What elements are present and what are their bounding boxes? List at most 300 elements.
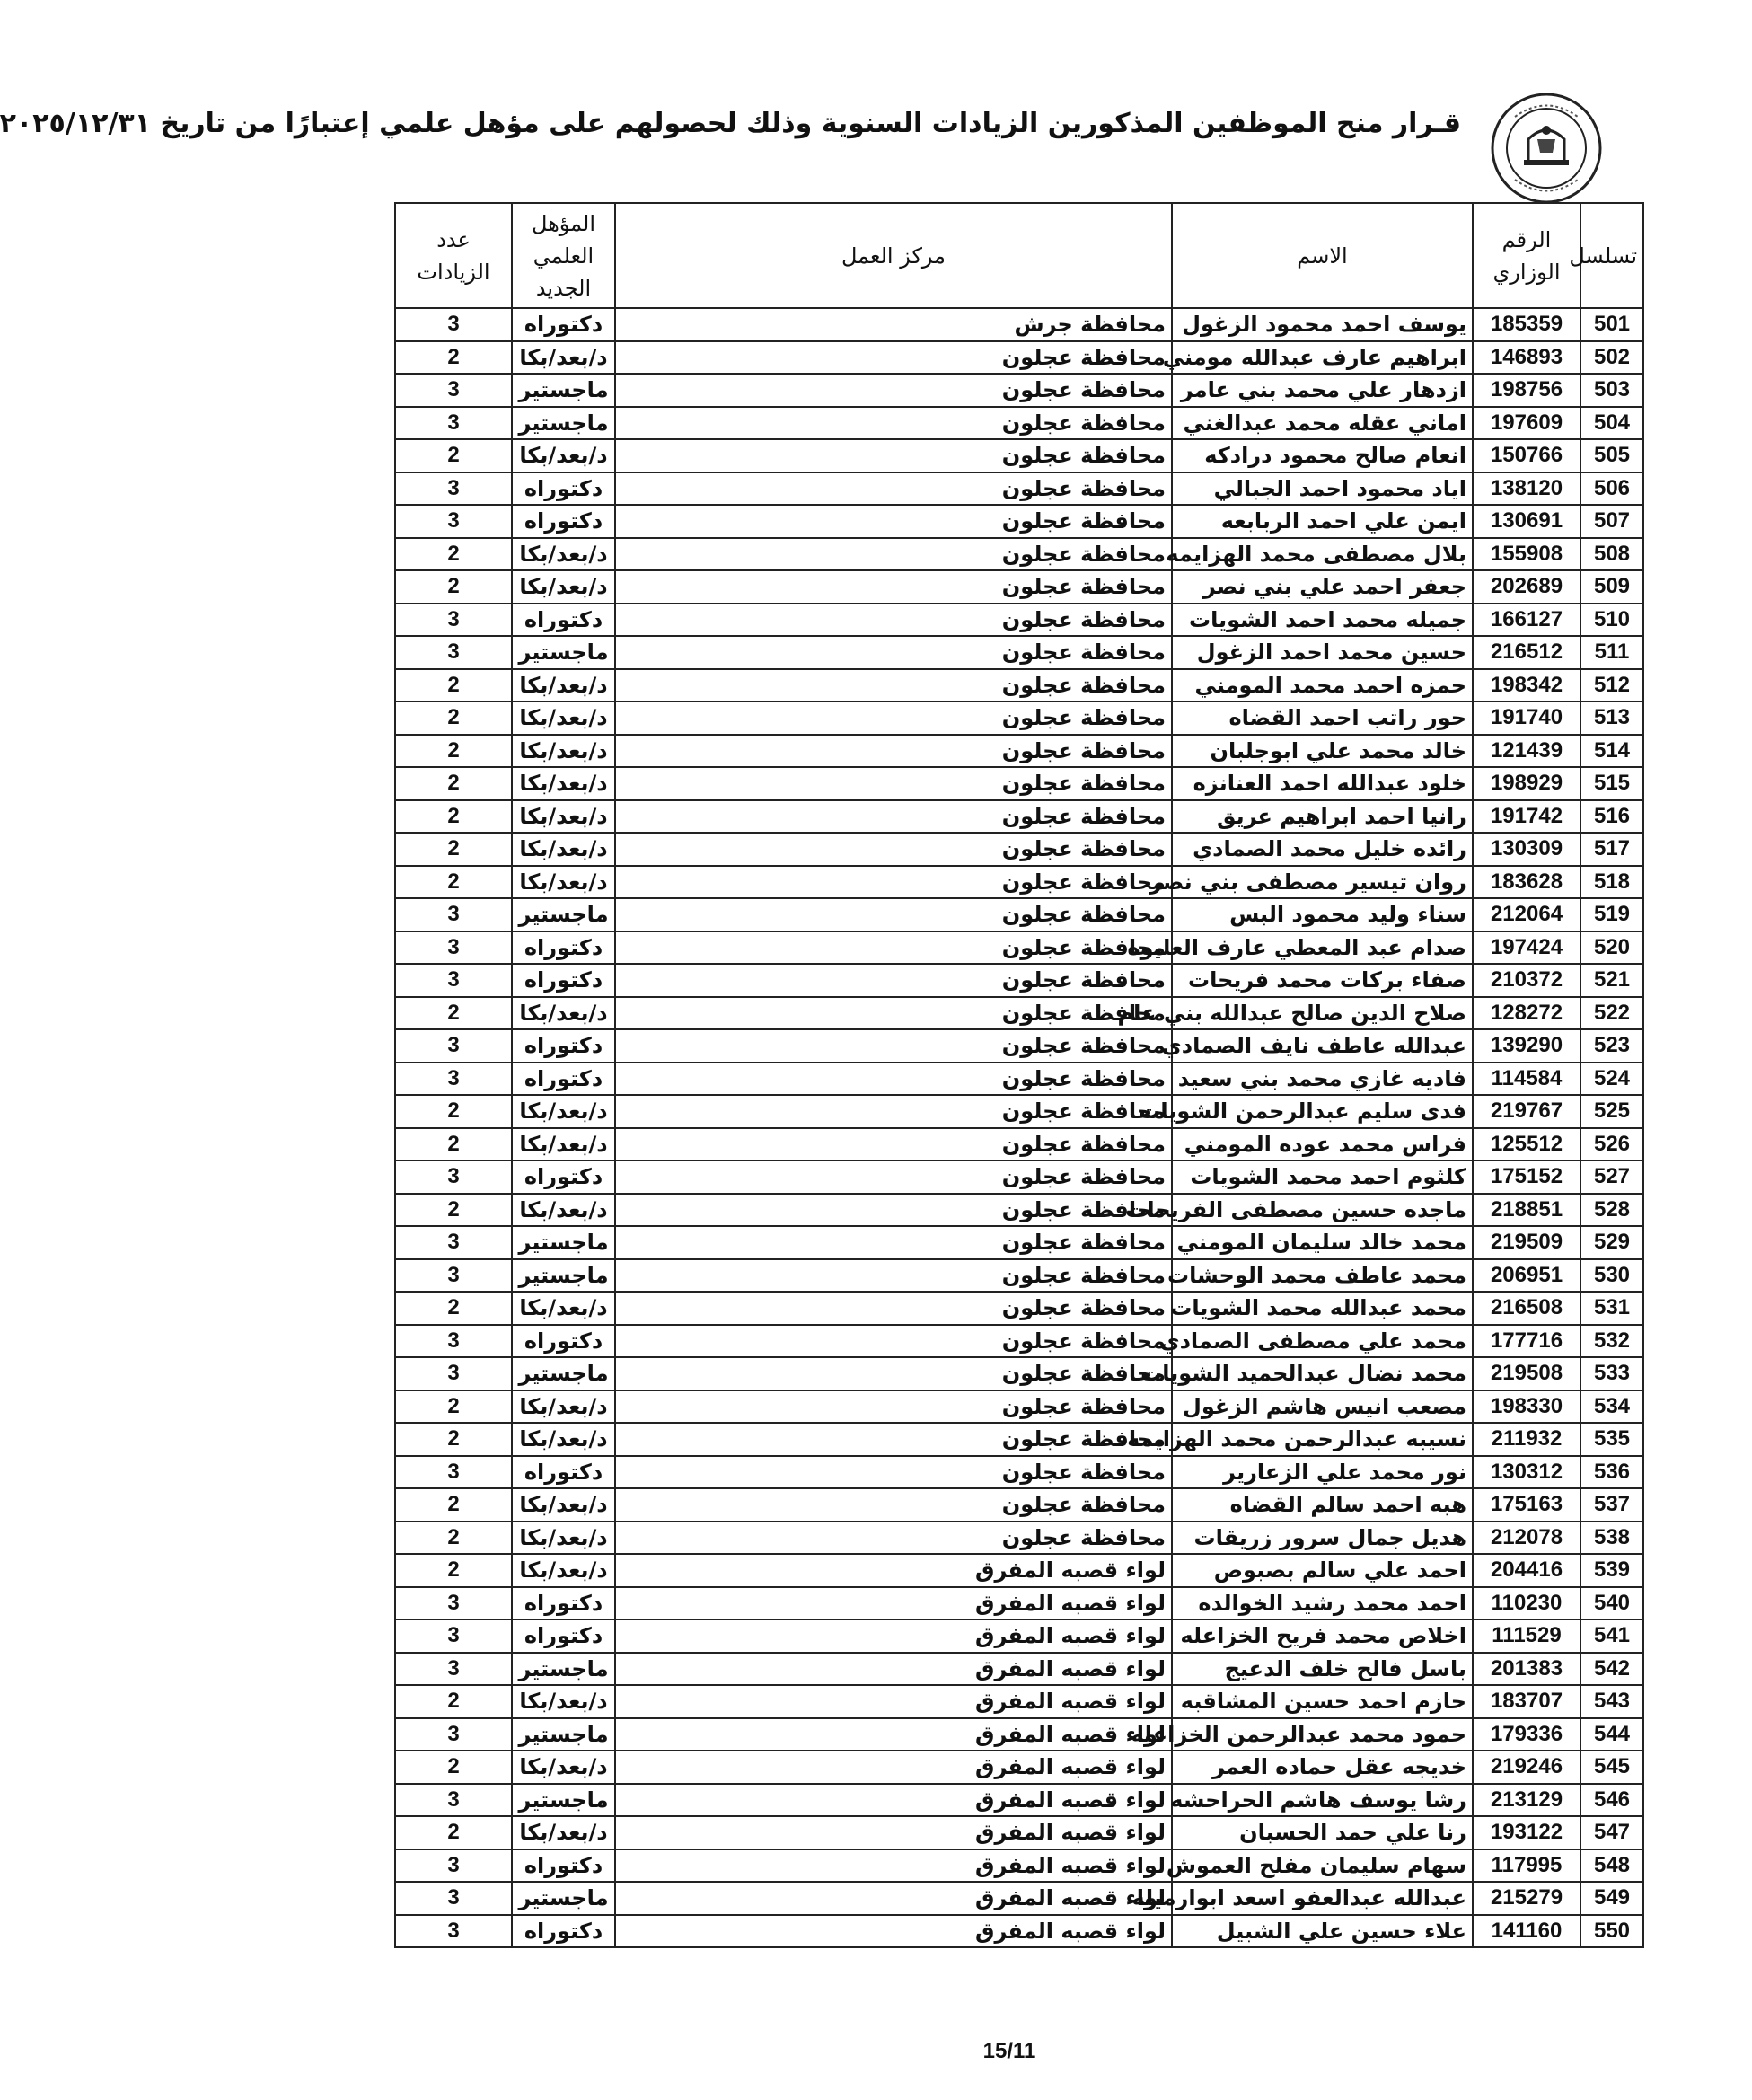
cell-ministry-number: 219509 [1473, 1226, 1580, 1259]
cell-serial: 511 [1580, 636, 1643, 669]
cell-work-center: محافظة عجلون [615, 374, 1172, 407]
cell-serial: 527 [1580, 1160, 1643, 1194]
cell-work-center: محافظة عجلون [615, 931, 1172, 965]
cell-serial: 532 [1580, 1325, 1643, 1358]
header-increments: عدد الزيادات [395, 203, 512, 308]
cell-ministry-number: 175163 [1473, 1488, 1580, 1522]
cell-serial: 507 [1580, 505, 1643, 538]
cell-qualification: ماجستير [512, 636, 615, 669]
cell-work-center: محافظة عجلون [615, 1522, 1172, 1555]
cell-work-center: محافظة عجلون [615, 1357, 1172, 1390]
cell-name: جميله محمد احمد الشويات [1172, 604, 1473, 637]
cell-ministry-number: 166127 [1473, 604, 1580, 637]
cell-serial: 516 [1580, 800, 1643, 834]
cell-ministry-number: 211932 [1473, 1423, 1580, 1456]
table-row [395, 833, 1643, 866]
cell-serial: 540 [1580, 1587, 1643, 1620]
cell-name: كلثوم احمد محمد الشويات [1172, 1160, 1473, 1194]
cell-ministry-number: 197424 [1473, 931, 1580, 965]
cell-work-center: محافظة عجلون [615, 1292, 1172, 1325]
cell-name: نور محمد علي الزعارير [1172, 1456, 1473, 1489]
cell-work-center: محافظة عجلون [615, 472, 1172, 506]
cell-ministry-number: 130312 [1473, 1456, 1580, 1489]
cell-increments: 3 [395, 1718, 512, 1751]
cell-name: محمد علي مصطفى الصمادي [1172, 1325, 1473, 1358]
cell-qualification: ماجستير [512, 374, 615, 407]
cell-name: حسين محمد احمد الزغول [1172, 636, 1473, 669]
cell-qualification: د/بعد/بكا [512, 701, 615, 735]
cell-work-center: محافظة عجلون [615, 1063, 1172, 1096]
cell-ministry-number: 213129 [1473, 1784, 1580, 1817]
cell-qualification: د/بعد/بكا [512, 538, 615, 571]
table-row [395, 1619, 1643, 1653]
cell-qualification: دكتوراه [512, 505, 615, 538]
cell-increments: 2 [395, 570, 512, 604]
cell-work-center: لواء قصبه المفرق [615, 1554, 1172, 1587]
cell-work-center: لواء قصبه المفرق [615, 1849, 1172, 1883]
cell-serial: 536 [1580, 1456, 1643, 1489]
cell-serial: 505 [1580, 439, 1643, 472]
cell-ministry-number: 138120 [1473, 472, 1580, 506]
table-header-row [395, 203, 1643, 308]
table-row [395, 1095, 1643, 1128]
cell-qualification: ماجستير [512, 1784, 615, 1817]
cell-serial: 522 [1580, 997, 1643, 1030]
cell-increments: 3 [395, 1226, 512, 1259]
cell-ministry-number: 177716 [1473, 1325, 1580, 1358]
cell-name: سناء وليد محمود البس [1172, 898, 1473, 931]
cell-serial: 519 [1580, 898, 1643, 931]
cell-qualification: د/بعد/بكا [512, 1488, 615, 1522]
cell-increments: 2 [395, 669, 512, 702]
cell-name: احمد محمد رشيد الخوالده [1172, 1587, 1473, 1620]
cell-work-center: لواء قصبه المفرق [615, 1653, 1172, 1686]
table-row [395, 1915, 1643, 1948]
cell-serial: 528 [1580, 1194, 1643, 1227]
cell-work-center: لواء قصبه المفرق [615, 1718, 1172, 1751]
cell-name: رنا علي حمد الحسبان [1172, 1816, 1473, 1849]
cell-name: حمزه احمد محمد المومني [1172, 669, 1473, 702]
table-row [395, 1522, 1643, 1555]
cell-qualification: دكتوراه [512, 1325, 615, 1358]
cell-increments: 2 [395, 735, 512, 768]
cell-ministry-number: 141160 [1473, 1915, 1580, 1948]
table-row [395, 898, 1643, 931]
table-row [395, 439, 1643, 472]
cell-name: صفاء بركات محمد فريحات [1172, 964, 1473, 997]
cell-serial: 538 [1580, 1522, 1643, 1555]
cell-increments: 3 [395, 1619, 512, 1653]
cell-qualification: د/بعد/بكا [512, 439, 615, 472]
cell-ministry-number: 210372 [1473, 964, 1580, 997]
cell-ministry-number: 110230 [1473, 1587, 1580, 1620]
table-row [395, 1063, 1643, 1096]
cell-name: يوسف احمد محمود الزغول [1172, 308, 1473, 341]
cell-work-center: محافظة عجلون [615, 701, 1172, 735]
cell-ministry-number: 201383 [1473, 1653, 1580, 1686]
cell-ministry-number: 183707 [1473, 1685, 1580, 1718]
cell-name: رانيا احمد ابراهيم عريق [1172, 800, 1473, 834]
table-row [395, 505, 1643, 538]
employees-table [394, 202, 1644, 1948]
table-row [395, 1456, 1643, 1489]
table-row [395, 1718, 1643, 1751]
cell-ministry-number: 155908 [1473, 538, 1580, 571]
cell-work-center: لواء قصبه المفرق [615, 1751, 1172, 1784]
cell-serial: 531 [1580, 1292, 1643, 1325]
cell-serial: 520 [1580, 931, 1643, 965]
table-row [395, 701, 1643, 735]
table-row [395, 1751, 1643, 1784]
table-row [395, 1554, 1643, 1587]
table-row [395, 767, 1643, 800]
cell-serial: 533 [1580, 1357, 1643, 1390]
cell-serial: 541 [1580, 1619, 1643, 1653]
cell-increments: 2 [395, 866, 512, 899]
cell-serial: 510 [1580, 604, 1643, 637]
table-row [395, 1292, 1643, 1325]
table-row [395, 1226, 1643, 1259]
cell-ministry-number: 130691 [1473, 505, 1580, 538]
table-row [395, 341, 1643, 375]
cell-increments: 3 [395, 1882, 512, 1915]
cell-ministry-number: 117995 [1473, 1849, 1580, 1883]
cell-ministry-number: 212078 [1473, 1522, 1580, 1555]
table-row [395, 1194, 1643, 1227]
cell-qualification: د/بعد/بكا [512, 341, 615, 375]
cell-serial: 523 [1580, 1029, 1643, 1063]
cell-work-center: محافظة عجلون [615, 1325, 1172, 1358]
cell-ministry-number: 183628 [1473, 866, 1580, 899]
cell-work-center: محافظة عجلون [615, 341, 1172, 375]
cell-work-center: محافظة عجلون [615, 570, 1172, 604]
cell-name: محمد عبدالله محمد الشويات [1172, 1292, 1473, 1325]
cell-name: ماجده حسين مصطفى الفريحات [1172, 1194, 1473, 1227]
cell-ministry-number: 185359 [1473, 308, 1580, 341]
cell-name: عبدالله عبدالعفو اسعد ابوارميله [1172, 1882, 1473, 1915]
cell-ministry-number: 139290 [1473, 1029, 1580, 1063]
cell-ministry-number: 204416 [1473, 1554, 1580, 1587]
table-row [395, 1325, 1643, 1358]
table-row [395, 1259, 1643, 1293]
cell-qualification: دكتوراه [512, 1619, 615, 1653]
cell-serial: 529 [1580, 1226, 1643, 1259]
cell-name: خالد محمد علي ابوجلبان [1172, 735, 1473, 768]
table-row [395, 1128, 1643, 1161]
cell-work-center: محافظة عجلون [615, 767, 1172, 800]
cell-increments: 3 [395, 1325, 512, 1358]
cell-work-center: محافظة عجلون [615, 1226, 1172, 1259]
cell-work-center: محافظة عجلون [615, 1194, 1172, 1227]
cell-qualification: د/بعد/بكا [512, 1292, 615, 1325]
cell-qualification: ماجستير [512, 407, 615, 440]
cell-ministry-number: 128272 [1473, 997, 1580, 1030]
table-row [395, 308, 1643, 341]
cell-serial: 548 [1580, 1849, 1643, 1883]
cell-serial: 549 [1580, 1882, 1643, 1915]
cell-qualification: دكتوراه [512, 1915, 615, 1948]
cell-increments: 3 [395, 1915, 512, 1948]
table-body [395, 308, 1643, 1947]
cell-qualification: د/بعد/بكا [512, 800, 615, 834]
cell-name: محمد خالد سليمان المومني [1172, 1226, 1473, 1259]
cell-serial: 525 [1580, 1095, 1643, 1128]
cell-serial: 512 [1580, 669, 1643, 702]
cell-name: اماني عقله محمد عبدالغني [1172, 407, 1473, 440]
cell-work-center: لواء قصبه المفرق [615, 1685, 1172, 1718]
cell-serial: 537 [1580, 1488, 1643, 1522]
cell-increments: 3 [395, 1653, 512, 1686]
cell-name: سهام سليمان مفلح العموش [1172, 1849, 1473, 1883]
cell-name: نسيبه عبدالرحمن محمد الهزايمه [1172, 1423, 1473, 1456]
cell-serial: 545 [1580, 1751, 1643, 1784]
cell-serial: 534 [1580, 1390, 1643, 1424]
cell-serial: 550 [1580, 1915, 1643, 1948]
cell-work-center: محافظة عجلون [615, 1488, 1172, 1522]
cell-name: حازم احمد حسين المشاقبه [1172, 1685, 1473, 1718]
cell-increments: 2 [395, 1751, 512, 1784]
cell-ministry-number: 150766 [1473, 439, 1580, 472]
cell-qualification: د/بعد/بكا [512, 1751, 615, 1784]
table-row [395, 538, 1643, 571]
cell-increments: 3 [395, 1160, 512, 1194]
cell-name: رائده خليل محمد الصمادي [1172, 833, 1473, 866]
cell-serial: 530 [1580, 1259, 1643, 1293]
cell-qualification: دكتوراه [512, 472, 615, 506]
cell-work-center: لواء قصبه المفرق [615, 1587, 1172, 1620]
cell-increments: 2 [395, 1194, 512, 1227]
cell-qualification: دكتوراه [512, 308, 615, 341]
cell-serial: 506 [1580, 472, 1643, 506]
table-row [395, 997, 1643, 1030]
cell-name: محمد نضال عبدالحميد الشويات [1172, 1357, 1473, 1390]
cell-qualification: ماجستير [512, 898, 615, 931]
cell-increments: 2 [395, 1128, 512, 1161]
cell-name: فراس محمد عوده المومني [1172, 1128, 1473, 1161]
cell-ministry-number: 215279 [1473, 1882, 1580, 1915]
cell-serial: 517 [1580, 833, 1643, 866]
cell-ministry-number: 218851 [1473, 1194, 1580, 1227]
cell-increments: 3 [395, 505, 512, 538]
cell-increments: 3 [395, 1357, 512, 1390]
cell-increments: 3 [395, 931, 512, 965]
cell-name: حور راتب احمد القضاه [1172, 701, 1473, 735]
header-work-center: مركز العمل [615, 203, 1172, 308]
cell-serial: 504 [1580, 407, 1643, 440]
cell-work-center: محافظة عجلون [615, 1456, 1172, 1489]
cell-serial: 513 [1580, 701, 1643, 735]
cell-qualification: د/بعد/بكا [512, 866, 615, 899]
cell-increments: 2 [395, 767, 512, 800]
cell-serial: 503 [1580, 374, 1643, 407]
cell-qualification: د/بعد/بكا [512, 1423, 615, 1456]
cell-increments: 2 [395, 1488, 512, 1522]
cell-name: رشا يوسف هاشم الحراحشه [1172, 1784, 1473, 1817]
cell-name: جعفر احمد علي بني نصر [1172, 570, 1473, 604]
cell-work-center: محافظة عجلون [615, 1160, 1172, 1194]
cell-ministry-number: 219246 [1473, 1751, 1580, 1784]
cell-increments: 3 [395, 374, 512, 407]
cell-work-center: محافظة عجلون [615, 898, 1172, 931]
cell-increments: 3 [395, 1849, 512, 1883]
cell-increments: 2 [395, 538, 512, 571]
cell-name: مصعب انيس هاشم الزغول [1172, 1390, 1473, 1424]
cell-qualification: دكتوراه [512, 604, 615, 637]
decision-title: قـرار منح الموظفين المذكورين الزيادات السنوية وذلك لحصولهم على مؤهل علمي إعتبارًا من تاريخ ٢٠٢٥/١٢/٣١ [0, 108, 1461, 139]
cell-ministry-number: 216508 [1473, 1292, 1580, 1325]
cell-ministry-number: 179336 [1473, 1718, 1580, 1751]
cell-name: فاديه غازي محمد بني سعيد [1172, 1063, 1473, 1096]
cell-increments: 2 [395, 997, 512, 1030]
cell-name: هديل جمال سرور زريقات [1172, 1522, 1473, 1555]
cell-ministry-number: 111529 [1473, 1619, 1580, 1653]
cell-name: صلاح الدين صالح عبدالله بني عام [1172, 997, 1473, 1030]
cell-increments: 3 [395, 1029, 512, 1063]
table-row [395, 1423, 1643, 1456]
cell-ministry-number: 216512 [1473, 636, 1580, 669]
cell-increments: 2 [395, 1816, 512, 1849]
cell-ministry-number: 219508 [1473, 1357, 1580, 1390]
cell-qualification: د/بعد/بكا [512, 1685, 615, 1718]
cell-increments: 2 [395, 1554, 512, 1587]
table-row [395, 931, 1643, 965]
cell-name: روان تيسير مصطفى بني نصر [1172, 866, 1473, 899]
cell-increments: 3 [395, 1259, 512, 1293]
cell-serial: 501 [1580, 308, 1643, 341]
cell-increments: 3 [395, 407, 512, 440]
cell-name: احمد علي سالم بصبوص [1172, 1554, 1473, 1587]
cell-serial: 543 [1580, 1685, 1643, 1718]
cell-work-center: محافظة عجلون [615, 1095, 1172, 1128]
cell-ministry-number: 191742 [1473, 800, 1580, 834]
cell-name: هبه احمد سالم القضاه [1172, 1488, 1473, 1522]
cell-name: عبدالله عاطف نايف الصمادي [1172, 1029, 1473, 1063]
cell-increments: 2 [395, 1292, 512, 1325]
table-row [395, 1653, 1643, 1686]
cell-serial: 546 [1580, 1784, 1643, 1817]
table-row [395, 1685, 1643, 1718]
cell-increments: 3 [395, 472, 512, 506]
cell-increments: 2 [395, 833, 512, 866]
cell-increments: 3 [395, 964, 512, 997]
cell-qualification: د/بعد/بكا [512, 1522, 615, 1555]
cell-serial: 508 [1580, 538, 1643, 571]
cell-qualification: ماجستير [512, 1882, 615, 1915]
cell-serial: 515 [1580, 767, 1643, 800]
table-row [395, 866, 1643, 899]
cell-name: ايمن علي احمد الربابعه [1172, 505, 1473, 538]
cell-qualification: د/بعد/بكا [512, 669, 615, 702]
cell-ministry-number: 121439 [1473, 735, 1580, 768]
cell-serial: 526 [1580, 1128, 1643, 1161]
cell-ministry-number: 125512 [1473, 1128, 1580, 1161]
cell-work-center: محافظة عجلون [615, 407, 1172, 440]
cell-ministry-number: 193122 [1473, 1816, 1580, 1849]
cell-work-center: محافظة عجلون [615, 505, 1172, 538]
cell-increments: 3 [395, 308, 512, 341]
cell-increments: 3 [395, 604, 512, 637]
cell-ministry-number: 175152 [1473, 1160, 1580, 1194]
table-row [395, 407, 1643, 440]
cell-qualification: ماجستير [512, 1259, 615, 1293]
cell-ministry-number: 198929 [1473, 767, 1580, 800]
cell-qualification: د/بعد/بكا [512, 833, 615, 866]
cell-increments: 3 [395, 1587, 512, 1620]
cell-serial: 521 [1580, 964, 1643, 997]
table-row [395, 1882, 1643, 1915]
cell-work-center: محافظة عجلون [615, 1390, 1172, 1424]
cell-serial: 514 [1580, 735, 1643, 768]
table-row [395, 1816, 1643, 1849]
cell-work-center: محافظة عجلون [615, 1423, 1172, 1456]
cell-increments: 2 [395, 800, 512, 834]
cell-name: ازدهار علي محمد بني عامر [1172, 374, 1473, 407]
cell-increments: 3 [395, 1784, 512, 1817]
cell-name: فدى سليم عبدالرحمن الشويات [1172, 1095, 1473, 1128]
cell-serial: 547 [1580, 1816, 1643, 1849]
cell-work-center: محافظة عجلون [615, 997, 1172, 1030]
cell-serial: 539 [1580, 1554, 1643, 1587]
cell-work-center: لواء قصبه المفرق [615, 1882, 1172, 1915]
cell-name: اخلاص محمد فريح الخزاعله [1172, 1619, 1473, 1653]
cell-name: انعام صالح محمود درادكه [1172, 439, 1473, 472]
cell-qualification: دكتوراه [512, 1849, 615, 1883]
cell-qualification: ماجستير [512, 1718, 615, 1751]
cell-increments: 3 [395, 636, 512, 669]
cell-work-center: محافظة عجلون [615, 1259, 1172, 1293]
cell-serial: 544 [1580, 1718, 1643, 1751]
table-row [395, 964, 1643, 997]
cell-increments: 2 [395, 1685, 512, 1718]
ministry-emblem-seal-icon [1488, 90, 1605, 207]
cell-increments: 3 [395, 1456, 512, 1489]
table-row [395, 1160, 1643, 1194]
cell-name: خديجه عقل حماده العمر [1172, 1751, 1473, 1784]
cell-name: حمود محمد عبدالرحمن الخزاعله [1172, 1718, 1473, 1751]
cell-work-center: محافظة عجلون [615, 866, 1172, 899]
cell-qualification: دكتوراه [512, 1160, 615, 1194]
cell-qualification: دكتوراه [512, 964, 615, 997]
cell-work-center: لواء قصبه المفرق [615, 1619, 1172, 1653]
cell-ministry-number: 146893 [1473, 341, 1580, 375]
cell-ministry-number: 219767 [1473, 1095, 1580, 1128]
cell-increments: 2 [395, 701, 512, 735]
cell-increments: 2 [395, 439, 512, 472]
cell-work-center: محافظة عجلون [615, 669, 1172, 702]
cell-ministry-number: 198756 [1473, 374, 1580, 407]
cell-qualification: د/بعد/بكا [512, 997, 615, 1030]
cell-qualification: دكتوراه [512, 1063, 615, 1096]
cell-ministry-number: 198330 [1473, 1390, 1580, 1424]
cell-increments: 2 [395, 1390, 512, 1424]
cell-work-center: محافظة عجلون [615, 604, 1172, 637]
cell-serial: 509 [1580, 570, 1643, 604]
cell-work-center: لواء قصبه المفرق [615, 1816, 1172, 1849]
cell-ministry-number: 130309 [1473, 833, 1580, 866]
cell-qualification: د/بعد/بكا [512, 1194, 615, 1227]
cell-increments: 2 [395, 1423, 512, 1456]
cell-qualification: د/بعد/بكا [512, 767, 615, 800]
cell-work-center: محافظة عجلون [615, 735, 1172, 768]
cell-work-center: محافظة عجلون [615, 1128, 1172, 1161]
table-row [395, 570, 1643, 604]
header-new-qualification: المؤهل العلمي الجديد [512, 203, 615, 308]
cell-work-center: محافظة عجلون [615, 833, 1172, 866]
cell-ministry-number: 191740 [1473, 701, 1580, 735]
cell-serial: 535 [1580, 1423, 1643, 1456]
table-row [395, 1357, 1643, 1390]
table-row [395, 669, 1643, 702]
